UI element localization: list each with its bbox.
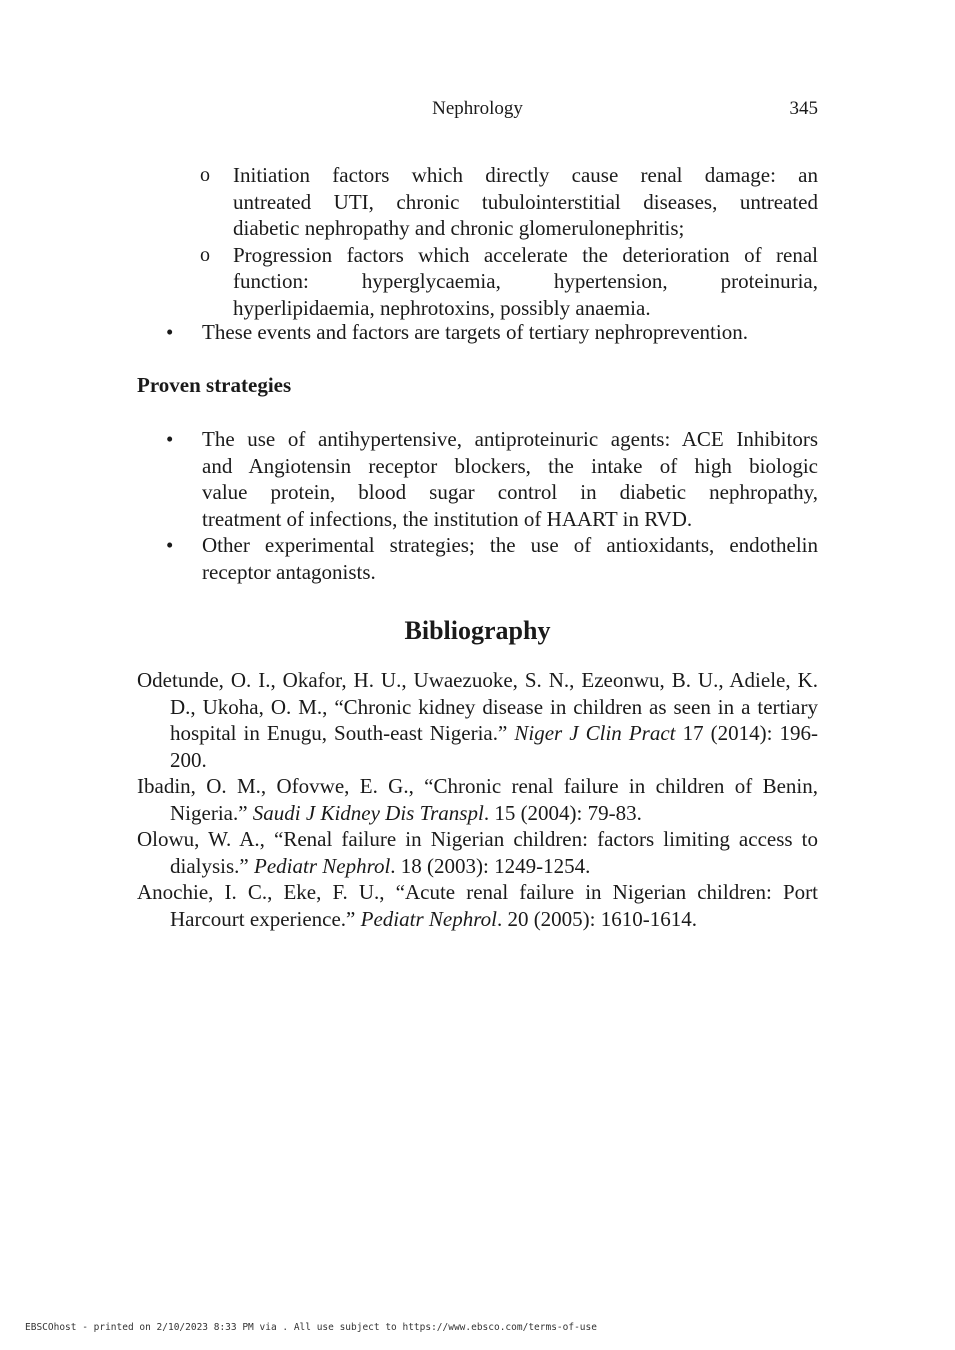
citation-text: Anochie, I. C., Eke, F. U., “Acute renal failure in Nigerian children: Port Harcourt experience.” — [137, 880, 818, 931]
print-footer: EBSCOhost - printed on 2/10/2023 8:33 PM via . All use subject to https://www.ebsco.com/terms-of-use — [25, 1322, 597, 1333]
line: treatment of infections, the institution of HAART in RVD. — [202, 506, 693, 531]
bibliography-entry-anochie — [137, 879, 818, 932]
bullet-marker: • — [166, 320, 174, 344]
bullet-antihypertensive — [166, 426, 818, 532]
line: diabetic nephropathy and chronic glomerulonephritis; — [233, 216, 685, 240]
journal-title: Pediatr Nephrol — [360, 906, 497, 931]
line: hyperlipidaemia, nephrotoxins, possibly anaemia. — [233, 295, 651, 320]
journal-title: Pediatr Nephrol — [254, 853, 391, 878]
line: and Angiotensin receptor blockers, the intake of high biologic — [202, 453, 818, 478]
bullet-marker: • — [166, 427, 174, 451]
journal-title: Saudi J Kidney Dis Transpl — [252, 800, 484, 825]
section-heading-proven-strategies: Proven strategies — [137, 373, 292, 397]
line: value protein, blood sugar control in diabetic nephropathy, — [202, 480, 818, 504]
line: The use of antihypertensive, antiproteinuric agents: ACE Inhibitors — [202, 427, 818, 451]
line: Other experimental strategies; the use of antioxidants, endothelin — [202, 533, 818, 557]
citation-text: Olowu, W. A., “Renal failure in Nigerian children: factors limiting access to dialysis.” — [137, 827, 818, 878]
bullet-marker: • — [166, 533, 174, 557]
bibliography-list — [137, 667, 818, 932]
citation-details: 17 (2014): 196‐200. — [170, 721, 818, 772]
bullet-experimental — [166, 532, 818, 585]
citation-details: . 18 (2003): 1249-1254. — [390, 853, 591, 878]
circle-bullet-marker: o — [200, 243, 210, 266]
strategy-bullet-list — [166, 426, 818, 585]
bibliography-entry-ibadin — [137, 773, 818, 826]
sub-bullet-list — [200, 162, 818, 321]
page-number: 345 — [789, 98, 818, 119]
bibliography-entry-olowu — [137, 826, 818, 879]
running-title: Nephrology — [432, 98, 523, 119]
journal-title: Niger J Clin Pract — [514, 721, 676, 745]
line: receptor antagonists. — [202, 559, 376, 584]
line: Progression factors which accelerate the deterioration of renal — [233, 242, 818, 267]
line: function: hyperglycaemia, hypertension, proteinuria, — [233, 269, 818, 293]
citation-text: Ibadin, O. M., Ofovwe, E. G., “Chronic renal failure in children of Benin, Nigeria.” — [137, 774, 818, 825]
citation-details: . 20 (2005): 1610-1614. — [496, 906, 698, 931]
circle-bullet-marker: o — [200, 164, 210, 186]
bullet-targets — [166, 319, 854, 346]
citation-text: Odetunde, O. I., Okafor, H. U., Uwaezuoke, S. N., Ezeonwu, B. U., Adiele, K. D., Ukoha, O. M., “Chronic kidney disease in children as seen in a tertiary hospital in Enugu, South‐east Nigeria.” — [137, 668, 818, 745]
line: Initiation factors which directly cause renal damage: an — [233, 163, 818, 187]
sub-bullet-progression-factors — [200, 242, 818, 322]
citation-details: . 15 (2004): 79-83. — [483, 800, 642, 825]
bibliography-heading: Bibliography — [404, 616, 551, 645]
line: These events and factors are targets of tertiary nephroprevention. — [202, 320, 748, 344]
bibliography-entry-odetunde — [137, 667, 818, 773]
line: untreated UTI, chronic tubulointerstitial diseases, untreated — [233, 189, 818, 214]
sub-bullet-initiation-factors — [200, 162, 818, 242]
